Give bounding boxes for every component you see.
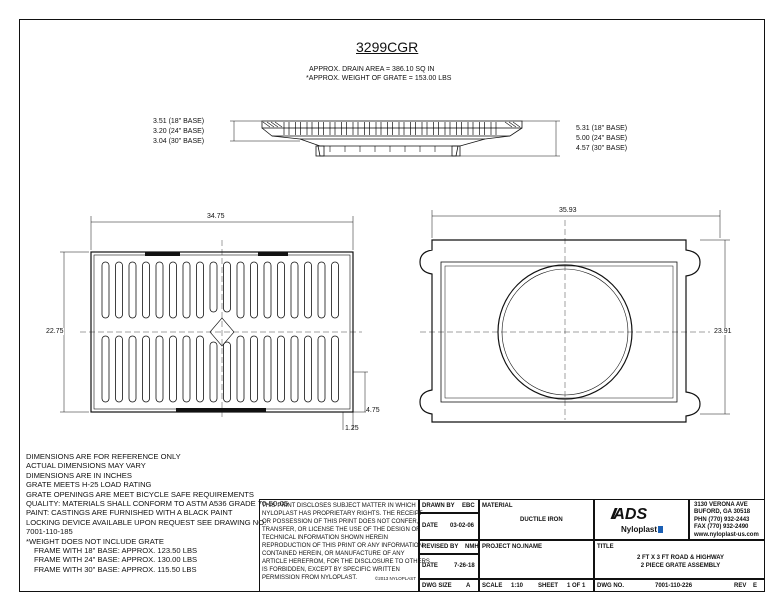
drawn-by-value: EBC: [462, 503, 475, 509]
section-right-dim-2: 5.00 (24" BASE): [576, 135, 628, 142]
grate-slot: [183, 262, 190, 318]
address-line: FAX (770) 932-2490: [694, 524, 749, 531]
dwg-no-value: 7001-110-226: [655, 583, 693, 589]
disclaimer-line: TRANSFER, OR LICENSE THE USE OF THE DESIGN OR: [262, 527, 421, 533]
grate-slot: [251, 262, 258, 318]
grate-slot: [278, 262, 285, 318]
disclaimer-line: [262, 574, 416, 582]
scale-value: 1:10: [511, 583, 524, 589]
date-label: DATE: [422, 523, 438, 529]
revised-by-value: NMH: [465, 544, 479, 550]
grate-slot: [318, 262, 325, 318]
slot-offset-dim: 4.75: [366, 407, 380, 414]
note-line: DIMENSIONS ARE IN INCHES: [26, 470, 132, 480]
rev-value: E: [753, 583, 758, 589]
grate-slot: [305, 336, 312, 402]
title-block: [259, 499, 765, 592]
note-line: FRAME WITH 18" BASE: APPROX. 123.50 LBS: [34, 546, 198, 556]
note-line: *WEIGHT DOES NOT INCLUDE GRATE: [26, 536, 164, 546]
revised-date-cell: [419, 554, 479, 579]
dwg-size-value: A: [466, 583, 471, 589]
address-line: 3130 VERONA AVE: [694, 502, 748, 508]
grate-slot: [332, 336, 339, 402]
note-line: GRATE OPENINGS ARE MEET BICYCLE SAFE REQUIREMENTS: [26, 489, 254, 499]
scale-cell: [479, 579, 594, 592]
revised-by-cell: [419, 540, 479, 554]
note-line: QUALITY: MATERIALS SHALL CONFORM TO ASTM A536 GRADE 70-50-05: [26, 499, 289, 509]
grate-slot: [318, 336, 325, 402]
title-line-2: 2 PIECE GRATE ASSEMBLY: [640, 563, 721, 569]
title-label: TITLE: [597, 544, 614, 550]
grate-slot: [332, 262, 339, 318]
note-line: FRAME WITH 30" BASE: APPROX. 115.50 LBS: [34, 564, 197, 574]
address-line: www.nyloplast-us.com: [694, 531, 759, 538]
note-line: LOCKING DEVICE AVAILABLE UPON REQUEST SEE DRAWING NO.: [26, 517, 267, 527]
nyloplast-logo-text: Nyloplast: [621, 525, 658, 534]
note-line: GRATE MEETS H-25 LOAD RATING: [26, 480, 152, 490]
bar-width-dim: 1.25: [345, 425, 359, 432]
grate-slot: [237, 262, 244, 318]
dwg-size-label: DWG SIZE: [422, 583, 452, 589]
grate-slot: [210, 342, 217, 402]
scale-label: SCALE: [482, 583, 503, 589]
date-value: 03-02-06: [450, 523, 475, 529]
grate-slot: [264, 262, 271, 318]
drawn-by-label: DRAWN BY: [422, 503, 455, 509]
grate-weight: *APPROX. WEIGHT OF GRATE = 153.00 LBS: [306, 75, 452, 82]
material-label: MATERIAL: [482, 503, 513, 509]
frame-width-dim: 35.93: [559, 207, 577, 214]
disclaimer-line: TECHNICAL INFORMATION SHOWN HEREIN: [262, 535, 389, 541]
grate-slot: [129, 336, 136, 402]
frame-height-dim: 23.91: [714, 328, 732, 335]
grate-slot: [305, 262, 312, 318]
nyloplast-logo: [621, 525, 663, 534]
grate-slot: [197, 262, 204, 318]
disclaimer-line: NYLOPLAST HAS PROPRIETARY RIGHTS. THE RECEIPT: [262, 511, 423, 517]
sheet-value: 1 OF 1: [567, 583, 586, 589]
ads-logo-stripes: //: [611, 506, 614, 523]
title-line-1: 2 FT X 3 FT ROAD & HIGHWAY: [636, 555, 725, 561]
grate-slot: [102, 262, 109, 318]
disclaimer-line: IS FORBIDDEN, EXCEPT BY SPECIFIC WRITTEN: [262, 567, 400, 573]
project-label: PROJECT NO./NAME: [482, 544, 543, 550]
dwg-no-label: DWG NO.: [597, 583, 624, 589]
nyloplast-logo-mark: [658, 526, 663, 533]
disclaimer-line: ARTICLE HEREFROM, FOR THE DISCLOSURE TO OTHERS: [262, 559, 430, 565]
section-right-dim-1: 5.31 (18" BASE): [576, 125, 628, 132]
material-value: DUCTILE IRON: [520, 517, 563, 523]
grate-slot: [278, 336, 285, 402]
grate-slot: [170, 336, 177, 402]
grate-slot: [129, 262, 136, 318]
part-number: 3299CGR: [356, 39, 419, 55]
address-cell: [689, 499, 765, 540]
grate-slot: [251, 336, 258, 402]
grate-slot: [291, 262, 298, 318]
date-cell: [419, 513, 479, 540]
note-line: PAINT: CASTINGS ARE FURNISHED WITH A BLACK PAINT: [26, 508, 233, 518]
rev-label: REV: [734, 583, 747, 589]
section-right-dim-3: 4.57 (30" BASE): [576, 145, 628, 152]
dwg-no-cell: [594, 579, 765, 592]
grate-slot: [237, 336, 244, 402]
disclaimer-line: REPRODUCTION OF THIS PRINT OR ANY INFORMATION: [262, 543, 423, 549]
grate-slot: [197, 336, 204, 402]
grate-slot: [102, 336, 109, 402]
grate-plan-view: [60, 216, 368, 430]
note-line: DIMENSIONS ARE FOR REFERENCE ONLY: [26, 452, 181, 461]
drain-area: APPROX. DRAIN AREA = 386.10 SQ IN: [309, 66, 435, 73]
disclaimer-line: OR POSSESSION OF THIS PRINT DOES NOT CONFER,: [262, 519, 419, 525]
section-left-dim-2: 3.20 (24" BASE): [153, 128, 205, 135]
note-line: FRAME WITH 24" BASE: APPROX. 130.00 LBS: [34, 555, 198, 565]
grate-slot: [143, 336, 150, 402]
address-line: PHN (770) 932-2443: [694, 516, 750, 523]
dwg-size-cell: [419, 579, 479, 592]
copyright: ©2013 NYLOPLAST: [374, 576, 416, 581]
section-left-dim-3: 3.04 (30" BASE): [153, 138, 205, 145]
drawn-by-cell: [419, 499, 479, 513]
grate-slot: [183, 336, 190, 402]
title-cell: [594, 540, 765, 579]
ads-logo-text: ADS: [613, 506, 648, 523]
grate-slot: [116, 262, 123, 318]
section-view: [230, 121, 560, 156]
revised-date-value: 7-26-18: [454, 563, 475, 569]
grate-slot: [116, 336, 123, 402]
grate-slot: [264, 336, 271, 402]
disclaimer-line: CONTAINED HEREIN, OR MANUFACTURE OF ANY: [262, 551, 405, 557]
material-cell: [479, 499, 594, 540]
grate-slot: [224, 342, 231, 402]
grate-slot: [156, 262, 163, 318]
section-left-dim-1: 3.51 (18" BASE): [153, 118, 205, 125]
plan-height-dim: 22.75: [46, 328, 64, 335]
revised-by-label: REVISED BY: [422, 544, 459, 550]
project-cell: [479, 540, 594, 579]
grate-slot: [291, 336, 298, 402]
frame-plan-view: [420, 210, 730, 422]
disclaimer-last-line: PERMISSION FROM NYLOPLAST.: [262, 575, 358, 581]
grate-slot: [156, 336, 163, 402]
grate-slot: [143, 262, 150, 318]
sheet-label: SHEET: [538, 583, 559, 589]
revised-date-label: DATE: [422, 563, 438, 569]
grate-slot: [210, 262, 217, 312]
logo-cell: [594, 499, 689, 540]
grate-slot: [224, 262, 231, 312]
address-line: BUFORD, GA 30518: [694, 509, 751, 516]
general-notes: [26, 452, 288, 574]
grate-slot: [170, 262, 177, 318]
plan-width-dim: 34.75: [207, 213, 225, 220]
ads-logo: [611, 506, 647, 524]
disclaimer-line: THIS PRINT DISCLOSES SUBJECT MATTER IN WHICH: [262, 503, 416, 509]
note-line: ACTUAL DIMENSIONS MAY VARY: [26, 461, 146, 471]
note-line: 7001-110-185: [26, 527, 73, 537]
